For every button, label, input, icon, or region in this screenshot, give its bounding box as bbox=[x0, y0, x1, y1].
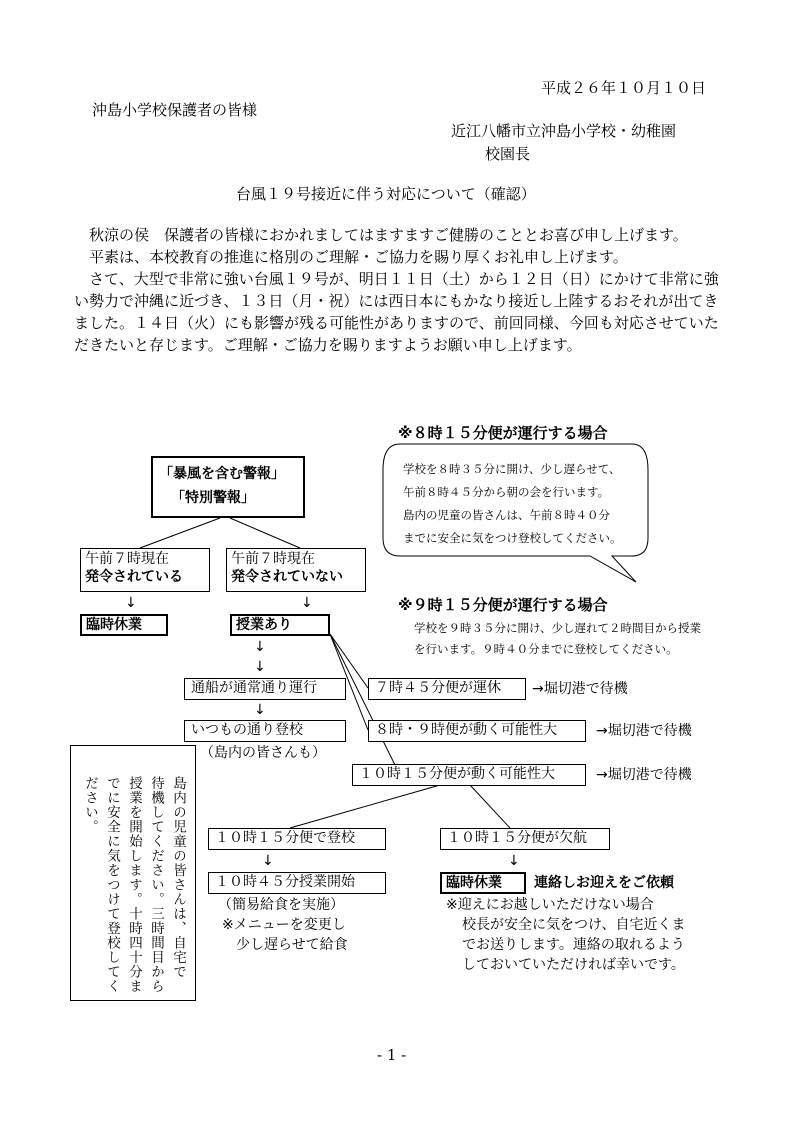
wait-label-2: →堀切港で待機 bbox=[596, 723, 692, 739]
island-note-col-3: 授業を開始します。十時四十分ま bbox=[126, 776, 142, 994]
ship-normal-box: 通船が通常通り運行 bbox=[184, 678, 346, 700]
not-issued-label: 発令されていない bbox=[231, 569, 343, 585]
issued-box bbox=[80, 548, 210, 592]
sender-title: 校園長 bbox=[485, 145, 531, 163]
down-arrow-icon: ↓ bbox=[254, 659, 266, 675]
case-815-line-2: 午前８時４５分から朝の会を行います。 bbox=[403, 485, 610, 499]
warning-line-1: 「暴風を含む警報」 bbox=[159, 466, 285, 482]
class-held-box: 授業あり bbox=[230, 614, 330, 636]
island-note-col-4: でに安全に気をつけて登校してく bbox=[104, 776, 120, 994]
case-915-line-1: 学校を９時３５分に開け、少し遅れて２時間目から授業 bbox=[414, 621, 702, 635]
island-note-box bbox=[70, 745, 196, 1001]
sender-organization: 近江八幡市立沖島小学校・幼稚園 bbox=[451, 122, 677, 140]
case-915-heading: ※９時１５分便が運行する場合 bbox=[398, 596, 608, 614]
menu-note-2: 少し遅らせて給食 bbox=[236, 937, 348, 953]
down-arrow-icon: ↓ bbox=[254, 702, 266, 718]
main-paragraph: さて、大型で非常に強い台風１９号が、明日１１日（土）から１２日（日）にかけて非常に強い勢力で沖縄に近づき、１３日（月・祝）には西日本にもかなり接近し上陸するおそれが出てきました。１４日（火）にも影響が残る可能性がありますので、前回同様、今回も対応させていただきたいと存じます。ご理解・ご協力を賜りますようお願い申し上げます。 bbox=[74, 270, 719, 354]
page-number: - 1 - bbox=[377, 1046, 407, 1064]
case-815-line-3: 島内の児童の皆さんは、午前８時４０分 bbox=[403, 508, 610, 522]
island-too-label: （島内の皆さんも） bbox=[200, 745, 326, 761]
down-arrow-icon: ↓ bbox=[254, 639, 266, 655]
case-815-heading: ※８時１５分便が運行する場合 bbox=[398, 424, 608, 442]
pickup-request-label: 連絡しお迎えをご依頼 bbox=[534, 875, 674, 891]
commute-1015-box: １０時１５分便で登校 bbox=[208, 828, 386, 850]
thanks-paragraph: 平素は、本校教育の推進に格別のご理解・ご協力を賜り厚くお礼申し上げます。 bbox=[74, 248, 628, 266]
down-arrow-icon: ↓ bbox=[262, 853, 274, 869]
greeting-paragraph: 秋涼の侯 保護者の皆様におかれましてはますますご健勝のこととお喜び申し上げます。 bbox=[74, 226, 688, 244]
warning-box bbox=[151, 456, 305, 518]
warning-line-2: 「特別警報」 bbox=[171, 490, 255, 506]
maybe-89-box: ８時・９時便が動く可能性大 bbox=[368, 720, 586, 742]
menu-note-1: ※メニューを変更し bbox=[222, 917, 346, 933]
maybe-1015-box: １０時１５分便が動く可能性大 bbox=[352, 764, 586, 786]
not-issued-box bbox=[226, 548, 366, 592]
case-815-line-1: 学校を８時３５分に開け、少し遅らせて、 bbox=[403, 462, 621, 476]
issued-label: 発令されている bbox=[85, 569, 183, 585]
start-1045-box: １０時４５分授業開始 bbox=[208, 872, 386, 894]
recipient: 沖島小学校保護者の皆様 bbox=[92, 101, 258, 119]
down-arrow-icon: ↓ bbox=[125, 595, 137, 611]
closure-box: 臨時休業 bbox=[80, 614, 168, 636]
down-arrow-icon: ↓ bbox=[508, 853, 520, 869]
body-text bbox=[74, 224, 724, 356]
cancel-745-box: ７時４５分便が運休 bbox=[368, 678, 526, 700]
wait-label-3: →堀切港で待機 bbox=[596, 767, 692, 783]
absent-1015-box: １０時１５分便が欠航 bbox=[440, 828, 610, 850]
usual-commute-box: いつもの通り登校 bbox=[184, 720, 346, 742]
no-pickup-note: ※迎えにお越しいただけない場合 bbox=[446, 897, 654, 913]
document-date: 平成２６年１０月１０日 bbox=[541, 79, 707, 97]
island-note-col-1: 島内の児童の皆さんは、自宅で bbox=[170, 776, 186, 979]
wait-label-1: →堀切港で待機 bbox=[532, 681, 628, 697]
escort-line-3: しておいていただければ幸いです。 bbox=[462, 957, 685, 973]
closure-box-2: 臨時休業 bbox=[440, 872, 526, 894]
issued-time: 午前７時現在 bbox=[85, 551, 169, 567]
not-issued-time: 午前７時現在 bbox=[231, 551, 315, 567]
island-note-text bbox=[79, 776, 189, 996]
escort-line-1: 校長が安全に気をつけ、自宅近くま bbox=[462, 917, 686, 933]
down-arrow-icon: ↓ bbox=[301, 595, 313, 611]
document-title: 台風１９号接近に伴う対応について（確認） bbox=[236, 185, 536, 203]
escort-line-2: でお送りします。連絡の取れるよう bbox=[462, 937, 685, 953]
island-note-col-2: 待機してください。三時間目から bbox=[148, 776, 164, 994]
simple-lunch-label: （簡易給食を実施） bbox=[218, 897, 344, 913]
case-915-line-2: を行います。９時４０分までに登校してください。 bbox=[414, 642, 678, 656]
case-815-line-4: までに安全に気をつけ登校してください。 bbox=[403, 531, 622, 545]
island-note-col-5: ださい。 bbox=[82, 776, 98, 834]
